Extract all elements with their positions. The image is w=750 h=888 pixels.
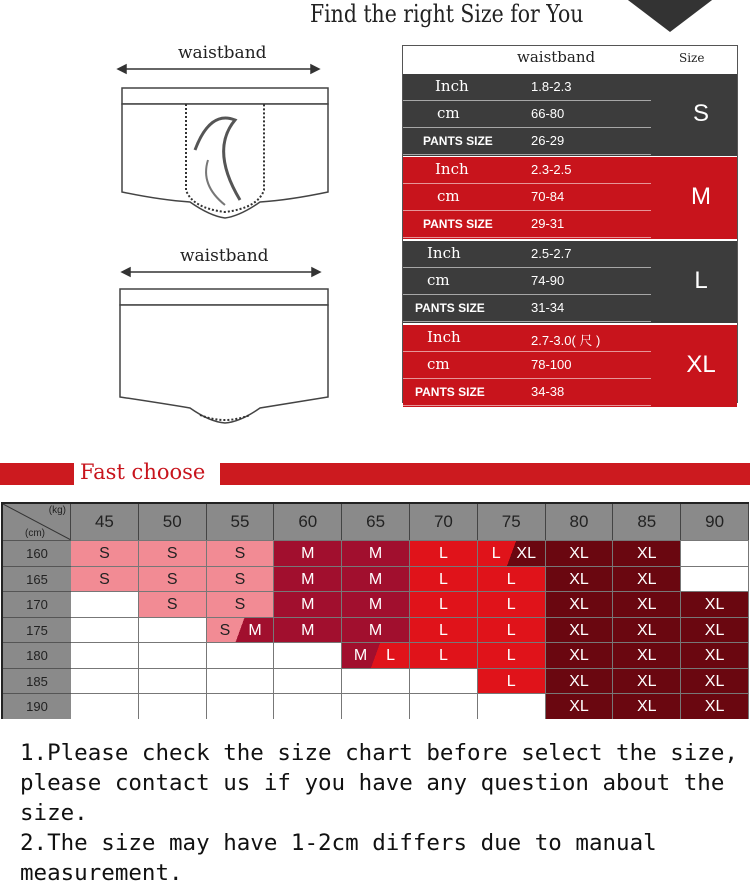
size-cell: [410, 668, 478, 694]
weight-header: 90: [681, 504, 749, 540]
weight-header: 70: [410, 504, 478, 540]
size-row-value: 78-100: [531, 357, 572, 372]
size-cell: [410, 693, 478, 719]
size-row-label: Inch: [427, 328, 461, 346]
size-row-label: PANTS SIZE: [415, 301, 485, 315]
corner-triangle-decoration: [620, 0, 720, 32]
size-cell: XL: [613, 540, 681, 566]
size-cell: L: [410, 591, 478, 617]
weight-header: 65: [342, 504, 410, 540]
size-cell: XL: [681, 617, 749, 643]
size-row-label: cm: [427, 271, 450, 289]
size-cell: L XL: [478, 540, 546, 566]
size-cell: [71, 668, 139, 694]
size-block-m: [403, 157, 737, 239]
note-line-1: 1.Please check the size chart before select the size,: [20, 740, 738, 766]
size-cell: [207, 693, 275, 719]
size-cell: XL: [613, 642, 681, 668]
size-cell: [71, 642, 139, 668]
weight-header: 80: [546, 504, 614, 540]
size-cell: L: [478, 591, 546, 617]
size-cell: XL: [613, 668, 681, 694]
size-cell: S: [71, 566, 139, 592]
size-cell: M: [274, 591, 342, 617]
height-header: 190: [3, 693, 71, 719]
size-cell: XL: [681, 591, 749, 617]
size-row-value: 66-80: [531, 106, 565, 121]
size-cell: XL: [546, 668, 614, 694]
size-cell: XL: [546, 617, 614, 643]
size-cell: [71, 591, 139, 617]
size-cell: M: [274, 540, 342, 566]
size-row-label: PANTS SIZE: [423, 134, 493, 148]
weight-header: 50: [139, 504, 207, 540]
size-cell: [274, 693, 342, 719]
size-row-value: 34-38: [531, 384, 565, 399]
size-cell: [71, 617, 139, 643]
size-cell: XL: [546, 540, 614, 566]
size-cell: S: [139, 566, 207, 592]
size-cell: XL: [681, 668, 749, 694]
height-header: 170: [3, 591, 71, 617]
size-letter: M: [691, 183, 711, 210]
size-cell: S: [139, 540, 207, 566]
size-row-label: PANTS SIZE: [423, 217, 493, 231]
weight-header: 55: [207, 504, 275, 540]
size-cell: L: [478, 642, 546, 668]
grid-corner-kg: (kg): [48, 505, 66, 516]
weight-header: 75: [478, 504, 546, 540]
waistband-label-bottom: waistband: [180, 246, 269, 266]
size-row-value: 74-90: [531, 273, 565, 288]
size-row-value: 29-31: [531, 216, 565, 231]
note-line-2: please contact us if you have any question about the size.: [20, 770, 725, 826]
size-row-label: cm: [427, 355, 450, 373]
size-cell: M: [342, 617, 410, 643]
brief-back-illustration: [120, 289, 328, 423]
size-cell: L: [410, 540, 478, 566]
notes: [20, 738, 750, 888]
size-cell: M: [274, 617, 342, 643]
size-row-label: Inch: [427, 244, 461, 262]
size-block-s: [403, 74, 737, 156]
size-cell: [207, 642, 275, 668]
size-row-label: cm: [437, 187, 460, 205]
size-cell: L: [478, 566, 546, 592]
size-cell: L: [478, 617, 546, 643]
size-cell: S: [207, 540, 275, 566]
size-cell: XL: [546, 566, 614, 592]
size-cell: M L: [342, 642, 410, 668]
size-cell: XL: [613, 617, 681, 643]
size-cell: XL: [613, 566, 681, 592]
size-cell: L: [410, 642, 478, 668]
size-cell: [342, 693, 410, 719]
size-cell: L: [410, 566, 478, 592]
size-row-value: 2.7-3.0( 尺 ): [531, 333, 601, 348]
size-row-value: 26-29: [531, 133, 565, 148]
size-letter: XL: [686, 351, 716, 378]
size-table-header: [403, 46, 737, 70]
size-row-label: Inch: [435, 160, 469, 178]
size-cell: [71, 693, 139, 719]
grid-corner-cm: (cm): [25, 528, 45, 539]
size-row-value: 2.3-2.5: [531, 162, 572, 177]
height-header: 165: [3, 566, 71, 592]
size-cell: M: [342, 540, 410, 566]
size-cell: [342, 668, 410, 694]
size-cell: L: [478, 668, 546, 694]
size-row-value: 1.8-2.3: [531, 79, 572, 94]
height-header: 160: [3, 540, 71, 566]
size-row-value: 2.5-2.7: [531, 246, 572, 261]
size-cell: M: [342, 591, 410, 617]
size-cell: XL: [681, 642, 749, 668]
size-cell: [681, 540, 749, 566]
size-block-l: [403, 241, 737, 323]
size-cell: [478, 693, 546, 719]
height-header: 185: [3, 668, 71, 694]
size-cell: S: [71, 540, 139, 566]
height-header: 180: [3, 642, 71, 668]
page-title: Find the right Size for You: [310, 0, 584, 28]
size-cell: S M: [207, 617, 275, 643]
size-cell: L: [410, 617, 478, 643]
size-cell: [274, 642, 342, 668]
size-cell: XL: [613, 591, 681, 617]
size-cell: [139, 642, 207, 668]
fast-choose-title: Fast choose: [80, 460, 206, 484]
size-cell: XL: [546, 591, 614, 617]
size-block-xl: [403, 325, 737, 407]
size-table: [402, 45, 738, 403]
brief-front-illustration: [122, 88, 328, 218]
waistband-arrow-top: [118, 65, 319, 73]
size-cell: S: [139, 591, 207, 617]
size-row-label: cm: [437, 104, 460, 122]
underwear-diagram: [100, 40, 340, 425]
size-cell: XL: [613, 693, 681, 719]
size-cell: [207, 668, 275, 694]
size-cell: [139, 693, 207, 719]
size-letter: L: [694, 267, 708, 294]
size-table-header-size: Size: [679, 51, 705, 65]
size-cell: XL: [546, 642, 614, 668]
size-cell: M: [342, 566, 410, 592]
size-row-label: Inch: [435, 77, 469, 95]
size-cell: [139, 668, 207, 694]
size-cell: S: [207, 591, 275, 617]
size-cell: [681, 566, 749, 592]
note-line-4: measurement.: [20, 860, 183, 886]
weight-header: 85: [613, 504, 681, 540]
size-letter: S: [692, 100, 709, 127]
fast-choose-grid: [1, 502, 749, 719]
height-header: 175: [3, 617, 71, 643]
size-row-label: PANTS SIZE: [415, 385, 485, 399]
size-cell: S: [207, 566, 275, 592]
grid-corner: [3, 504, 71, 540]
size-cell: XL: [681, 693, 749, 719]
size-cell: XL: [546, 693, 614, 719]
weight-header: 60: [274, 504, 342, 540]
size-cell: [274, 668, 342, 694]
size-row-value: 31-34: [531, 300, 565, 315]
size-cell: M: [274, 566, 342, 592]
size-table-header-waistband: waistband: [517, 48, 596, 66]
size-row-value: 70-84: [531, 189, 565, 204]
waistband-label-top: waistband: [178, 43, 267, 63]
size-cell: [139, 617, 207, 643]
waistband-arrow-bottom: [122, 268, 320, 276]
weight-header: 45: [71, 504, 139, 540]
note-line-3: 2.The size may have 1-2cm differs due to manual: [20, 830, 657, 856]
